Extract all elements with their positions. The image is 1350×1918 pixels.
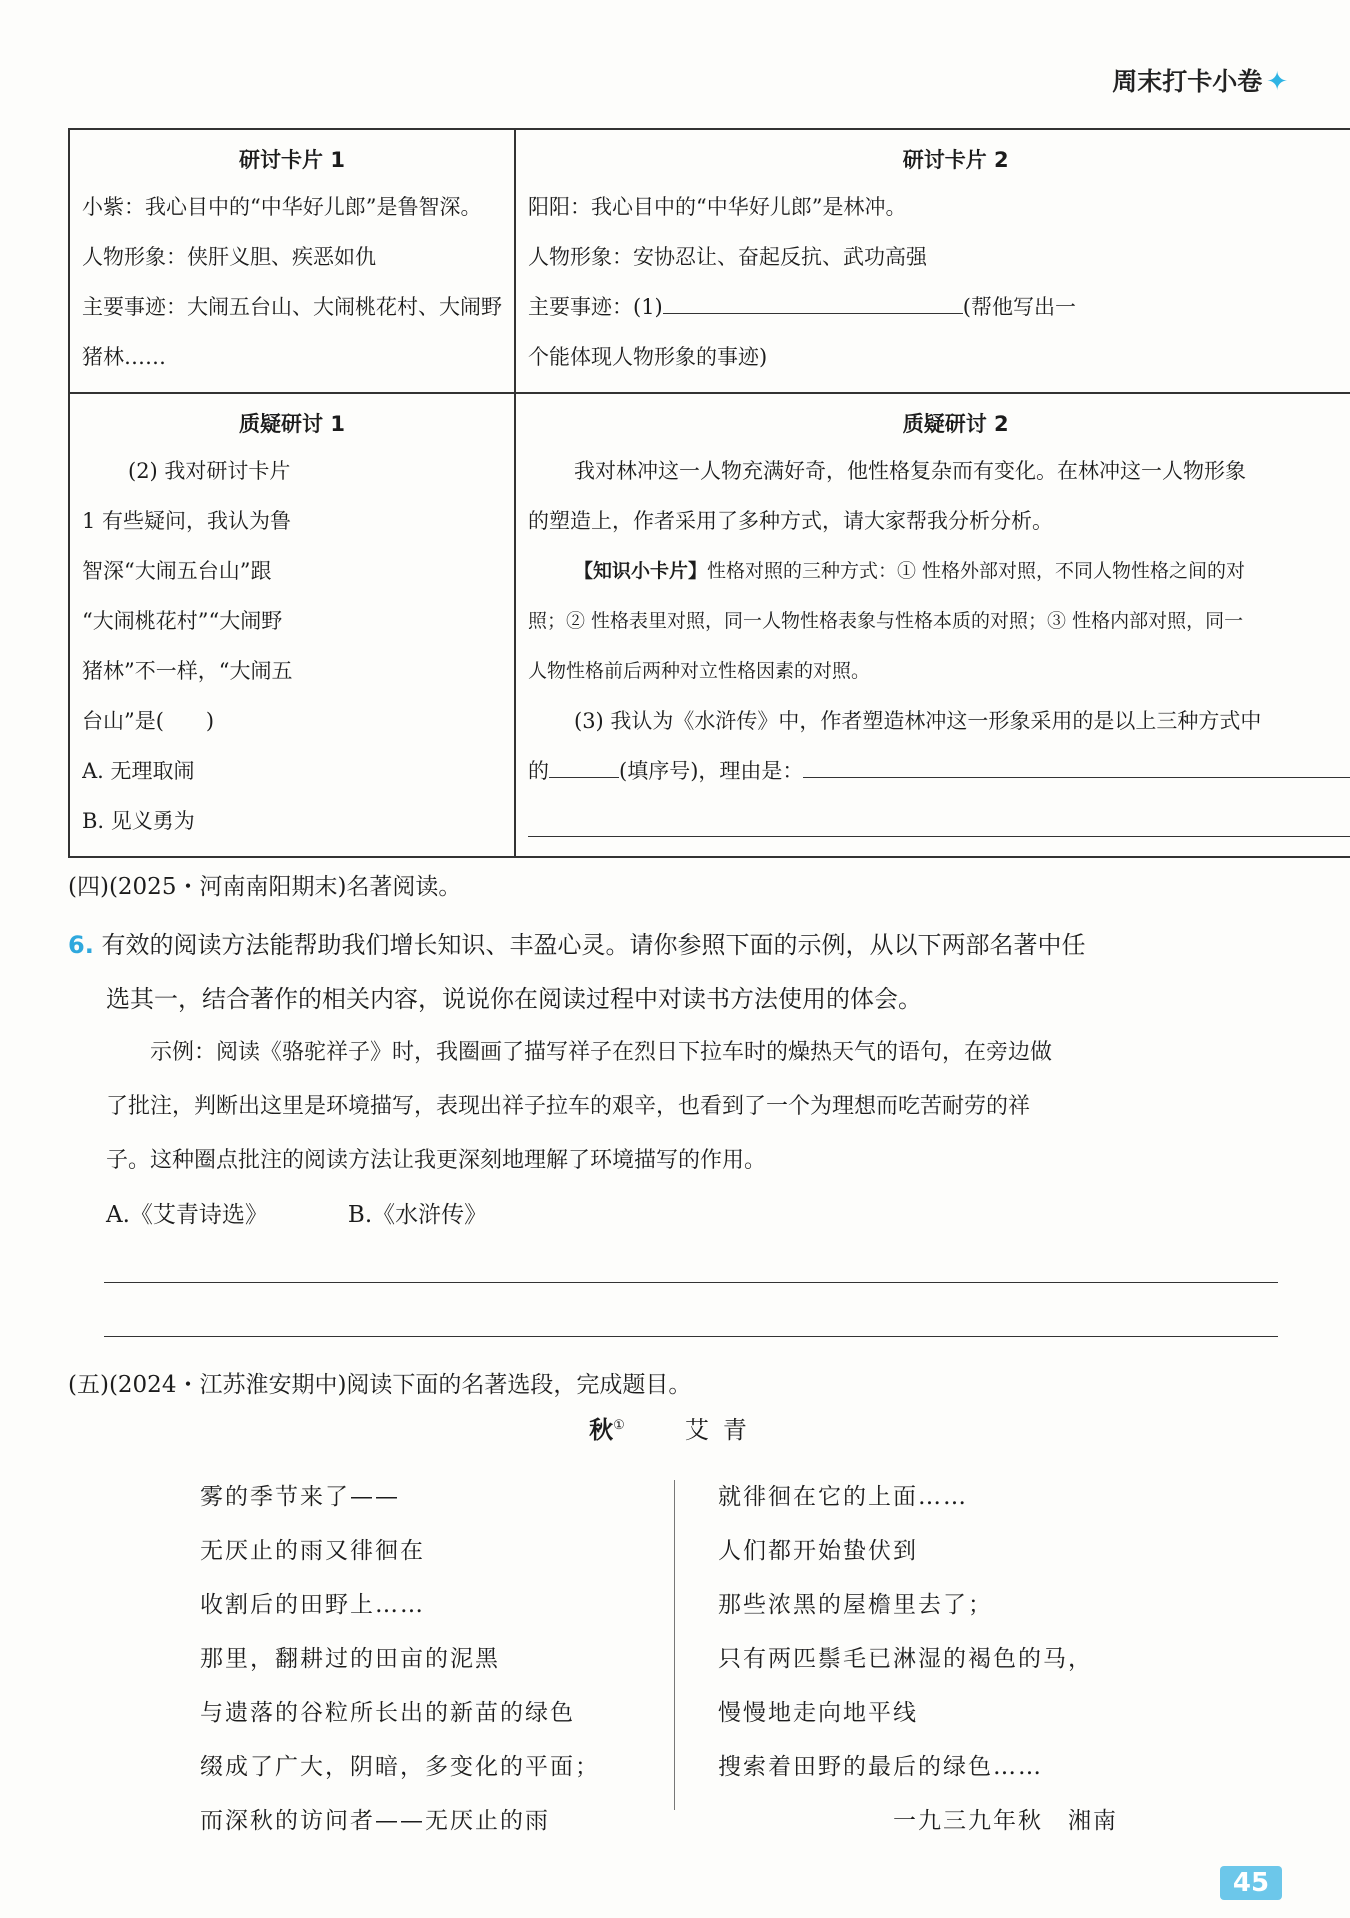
footnote-mark: ①: [613, 1418, 625, 1433]
poem-line: 那里，翻耕过的田亩的泥黑: [200, 1646, 500, 1672]
section-5-title: (五)(2024・江苏淮安期中)阅读下面的名著选段，完成题目。: [68, 1372, 692, 1398]
method-number-blank[interactable]: [549, 751, 619, 778]
sparkle-icon: ✦: [1266, 67, 1288, 97]
example-block: [68, 1026, 1278, 1188]
poem-line: 只有两匹鬃毛已淋湿的褐色的马，: [718, 1646, 1093, 1672]
card-1-title: 研讨卡片 1: [239, 148, 345, 172]
option-b[interactable]: B.《水浒传》: [347, 1202, 488, 1228]
knowledge-tip-text: 性格对照的三种方式：① 性格外部对照，不同人物性格之间的对: [707, 560, 1246, 582]
card-1-line: 小紫：我心目中的“中华好儿郎”是鲁智深。: [82, 195, 482, 219]
poem-right-column: [718, 1470, 1118, 1848]
knowledge-tip-label: 【知识小卡片】: [574, 560, 708, 582]
knowledge-tip: [528, 546, 1350, 596]
card-1-line: 主要事迹：大闹五台山、大闹桃花村、大闹野: [82, 295, 502, 319]
poem-line: 就徘徊在它的上面……: [718, 1484, 968, 1510]
question-6-text: 有效的阅读方法能帮助我们增长知识、丰盈心灵。请你参照下面的示例，从以下两部名著中任: [101, 931, 1086, 959]
question-3: (3) 我认为《水浒传》中，作者塑造林冲这一形象采用的是以上三种方式中: [574, 709, 1262, 733]
option-a[interactable]: A. 无理取闹: [82, 759, 195, 783]
book-options: [68, 1188, 1278, 1242]
question-6-number: 6.: [68, 931, 94, 959]
card-2-line: 人物形象：安协忍让、奋起反抗、武功高强: [528, 245, 927, 269]
query-1-line: 智深“大闹五台山”跟: [82, 559, 272, 583]
reason-answer-line[interactable]: [528, 800, 1350, 837]
poem-divider: [674, 1480, 675, 1810]
page-number: 45: [1220, 1866, 1282, 1900]
poem-line: 与遗落的谷粒所长出的新苗的绿色: [200, 1700, 575, 1726]
option-b[interactable]: B. 见义勇为: [82, 809, 195, 833]
question-3-answer-row: [528, 746, 1350, 796]
card-2-title: 研讨卡片 2: [902, 148, 1009, 172]
discussion-table: [68, 128, 1350, 858]
poem-title: [0, 1410, 1350, 1445]
example-line: 示例：阅读《骆驼祥子》时，我圈画了描写祥子在烈日下拉车时的燥热天气的语句，在旁边做: [150, 1040, 1053, 1065]
query-2-title: 质疑研讨 2: [902, 412, 1009, 436]
poem-line: 无厌止的雨又徘徊在: [200, 1538, 425, 1564]
card-2-line: 个能体现人物形象的事迹): [528, 345, 768, 369]
poem-line: 雾的季节来了——: [200, 1484, 400, 1510]
answer-line[interactable]: [104, 1336, 1278, 1337]
question-6: [68, 918, 1278, 1242]
card-2-line3-start: 主要事迹：(1): [528, 295, 663, 319]
poem-line: 人们都开始蛰伏到: [718, 1538, 918, 1564]
card-1-line: 人物形象：侠肝义胆、疾恶如仇: [82, 245, 376, 269]
example-line: 了批注，判断出这里是环境描写，表现出祥子拉车的艰辛，也看到了一个为理想而吃苦耐劳的祥: [106, 1094, 1031, 1119]
query-1-line: 猪林”不一样，“大闹五: [82, 659, 293, 683]
query-1-line: 1 有些疑问，我认为鲁: [82, 509, 292, 533]
poem-line: 搜索着田野的最后的绿色……: [718, 1754, 1043, 1780]
card-2-line: 阳阳：我心目中的“中华好儿郎”是林冲。: [528, 195, 907, 219]
card-1-line: 猪林……: [82, 345, 166, 369]
query-1-line: (2) 我对研讨卡片: [128, 459, 291, 483]
poem-line: 而深秋的访问者——无厌止的雨: [200, 1808, 550, 1834]
query-1-title: 质疑研讨 1: [239, 412, 345, 436]
answer-line[interactable]: [104, 1282, 1278, 1283]
poem-name: 秋: [589, 1415, 614, 1444]
query-2-para: 的塑造上，作者采用了多种方式，请大家帮我分析分析。: [528, 509, 1053, 533]
poem-line: 那些浓黑的屋檐里去了；: [718, 1592, 993, 1618]
header-tag-label: 周末打卡小卷: [1112, 67, 1263, 96]
knowledge-tip-line: 照；② 性格表里对照，同一人物性格表象与性格本质的对照；③ 性格内部对照，同一: [528, 610, 1244, 632]
example-line: 子。这种圈点批注的阅读方法让我更深刻地理解了环境描写的作用。: [106, 1148, 767, 1173]
option-a[interactable]: A.《艾青诗选》: [106, 1202, 268, 1228]
query-1: [69, 393, 515, 857]
card-2-line: [528, 282, 1350, 332]
question-6-text: 选其一，结合著作的相关内容，说说你在阅读过程中对读书方法使用的体会。: [106, 985, 922, 1013]
question-3-mid: (填序号)，理由是：: [619, 759, 804, 783]
poem-line: 缀成了广大，阴暗，多变化的平面；: [200, 1754, 600, 1780]
knowledge-tip-line: 人物性格前后两种对立性格因素的对照。: [528, 660, 871, 682]
header-tag: [1112, 62, 1288, 98]
reason-blank[interactable]: [803, 751, 1350, 778]
question-3-prefix: 的: [528, 759, 549, 783]
query-2: [515, 393, 1350, 857]
card-1: [69, 129, 515, 393]
query-1-line: 台山”是( ): [82, 709, 215, 733]
card-2: [515, 129, 1350, 393]
poem-line: 慢慢地走向地平线: [718, 1700, 918, 1726]
card-2-line3-end: (帮他写出一: [962, 295, 1076, 319]
poem-author: 艾青: [684, 1416, 761, 1444]
event-answer-blank[interactable]: [663, 287, 963, 314]
poem-line: 收割后的田野上……: [200, 1592, 425, 1618]
section-4-title: (四)(2025・河南南阳期末)名著阅读。: [68, 874, 462, 900]
query-2-para: 我对林冲这一人物充满好奇，他性格复杂而有变化。在林冲这一人物形象: [574, 459, 1246, 483]
poem-date: 一九三九年秋 湘南: [893, 1808, 1118, 1834]
query-1-line: “大闹桃花村”“大闹野: [82, 609, 283, 633]
poem-left-column: [200, 1470, 600, 1848]
